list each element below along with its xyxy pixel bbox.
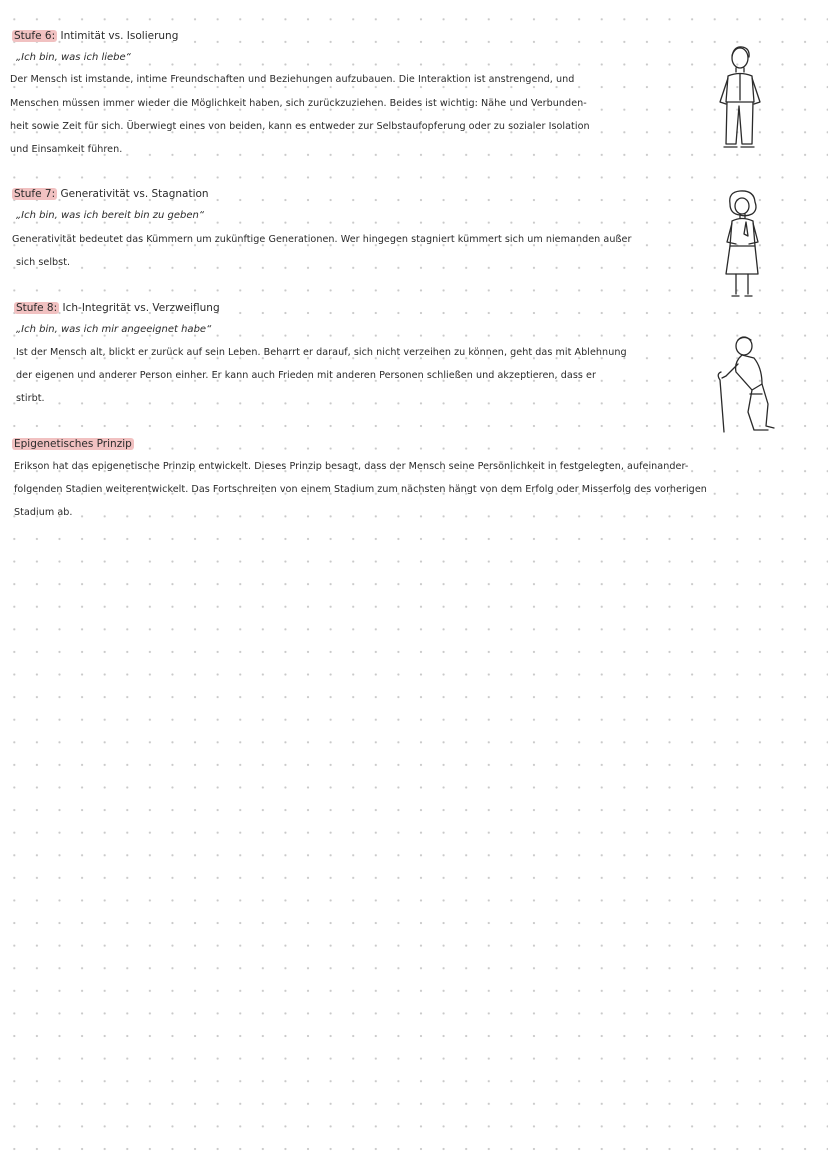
young-man-drawing [712,44,768,152]
section-heading [12,438,134,450]
section-heading [12,188,209,200]
text-line: Stadium ab. [14,507,73,518]
text-line: Der Mensch ist imstande, intime Freundschaften und Beziehungen aufzubauen. Die Interaktion ist anstrengend, und [10,74,575,85]
section-heading [14,302,220,314]
stage-title: Generativität vs. Stagnation [60,188,209,200]
stage-title: Ich-Integrität vs. Verzweiflung [62,302,220,314]
text-line: und Einsamkeit führen. [10,144,123,155]
text-line: Menschen müssen immer wieder die Möglichkeit haben, sich zurückzuziehen. Beides ist wichtig: Nähe und Verbunden- [10,98,587,109]
text-line: stirbt. [16,393,45,404]
stage-quote: „Ich bin, was ich bereit bin zu geben“ [16,210,205,221]
stage-label-highlighted: Stufe 7: [14,188,56,200]
text-line: der eigenen und anderer Person einher. Er kann auch Frieden mit anderen Personen schließen und akzeptieren, dass er [16,370,596,381]
text-line: sich selbst. [16,257,71,268]
stage-quote: „Ich bin, was ich liebe“ [16,52,131,63]
stage-label-highlighted: Stufe 6: [14,30,56,42]
woman-drawing [718,190,768,302]
section-heading [12,30,178,42]
text-line: Ist der Mensch alt, blickt er zurück auf sein Leben. Beharrt er darauf, sich nicht verzeihen zu können, geht das mit Ablehnung [16,347,627,358]
stage-label-highlighted: Stufe 8: [16,302,58,314]
text-line: folgenden Stadien weiterentwickelt. Das Fortschreiten von einem Stadium zum nächsten hängt von dem Erfolg oder Misserfolg des vorherigen [14,484,707,495]
text-line: heit sowie Zeit für sich. Überwiegt eines von beiden, kann es entweder zur Selbstaufopferung oder zu sozialer Isolation [10,121,590,132]
stage-quote: „Ich bin, was ich mir angeeignet habe“ [16,324,212,335]
text-line: Generativität bedeutet das Kümmern um zukünftige Generationen. Wer hingegen stagniert kümmert sich um niemanden außer [12,234,632,245]
section-label-highlighted: Epigenetisches Prinzip [14,438,132,450]
stage-title: Intimität vs. Isolierung [60,30,179,42]
elderly-man-with-cane-drawing [712,332,780,436]
text-line: Erikson hat das epigenetische Prinzip entwickelt. Dieses Prinzip besagt, dass der Mensch seine Persönlichkeit in festgelegten, aufeinander- [14,461,689,472]
